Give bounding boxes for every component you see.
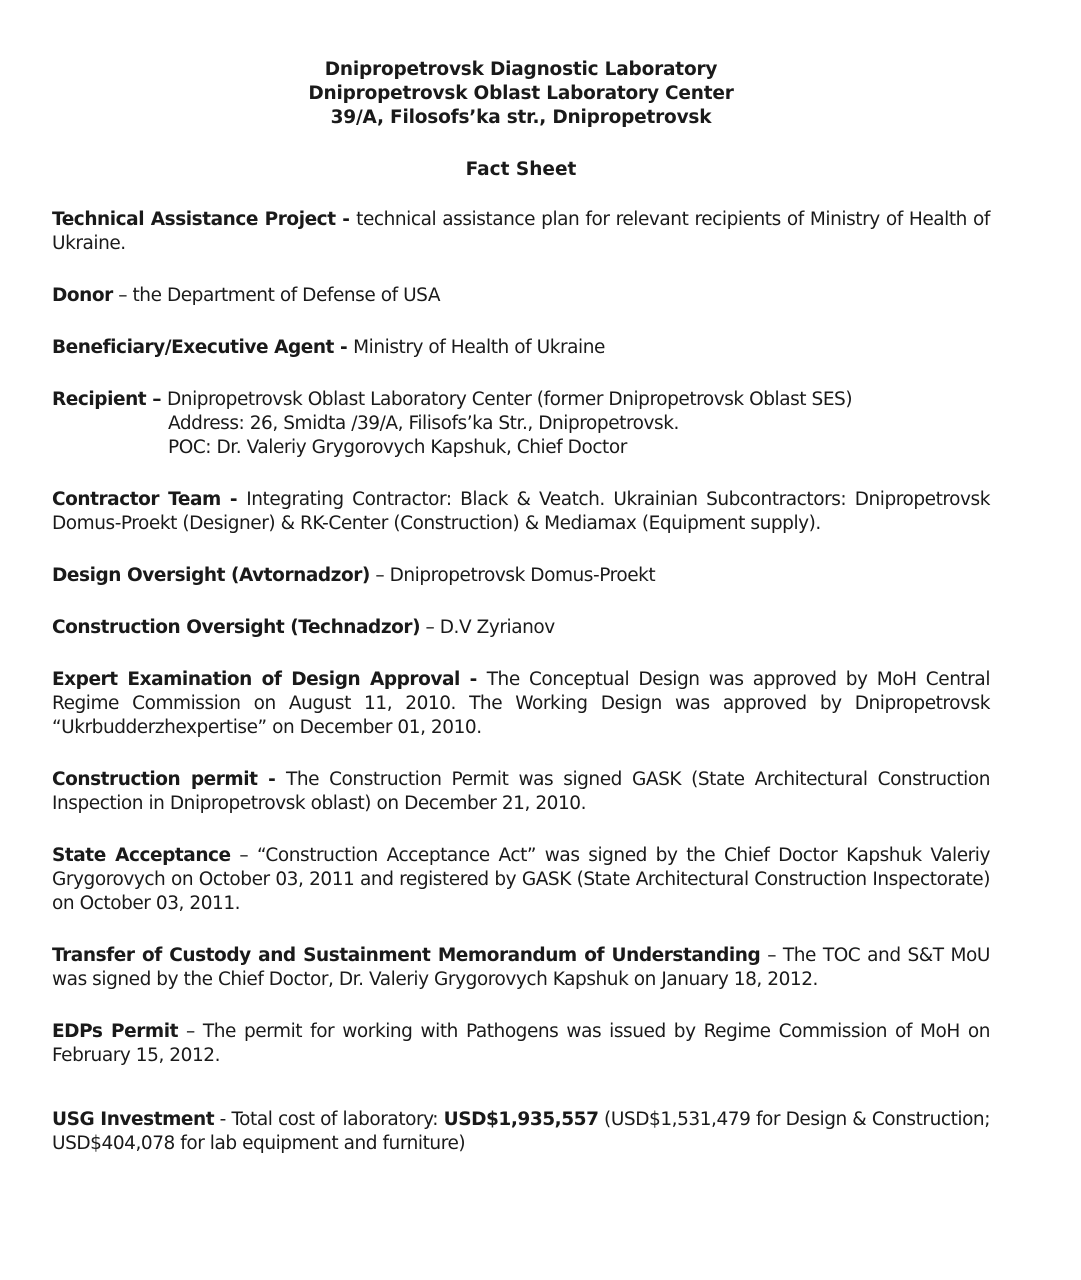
lab-name: Dnipropetrovsk Diagnostic Laboratory xyxy=(324,59,718,80)
section-construction-permit: Construction permit - The Construction Permit was signed GASK (State Architectural Construction Inspection in Dnipropetrovsk oblast) on December 21, 2010. xyxy=(52,769,990,814)
section-label: Expert Examination of Design Approval xyxy=(52,669,460,690)
section-label: Beneficiary/Executive Agent xyxy=(52,337,334,358)
section-technical-assistance: Technical Assistance Project - technical assistance plan for relevant recipients of Ministry of Health of Ukraine. xyxy=(52,209,990,254)
section-edps-permit: EDPs Permit – The permit for working with Pathogens was issued by Regime Commission of MoH on February 15, 2012. xyxy=(52,1021,990,1066)
section-expert-examination: Expert Examination of Design Approval - The Conceptual Design was approved by MoH Central Regime Commission on August 11, 2010. The Working Design was approved by Dnipropetrovsk “Ukrbudderzhexpertise” on December 01, 2010. xyxy=(52,669,991,738)
section-label: Construction permit xyxy=(52,769,258,790)
section-label: Contractor Team xyxy=(52,489,221,510)
section-design-oversight: Design Oversight (Avtornadzor) – Dnipropetrovsk Domus-Proekt xyxy=(52,565,656,586)
recipient-address: Address: 26, Smidta /39/A, Filisofs’ka Str., Dnipropetrovsk. xyxy=(168,413,679,434)
section-label: Recipient xyxy=(52,389,147,410)
cost-breakdown: (USD$1,531,479 for Design & Construction; USD$404,078 for lab equipment and furniture) xyxy=(52,1109,990,1154)
section-text: The Construction Permit was signed GASK (State Architectural Construction Inspection in Dnipropetrovsk oblast) on December 21, 2010. xyxy=(52,769,990,814)
section-text: Total cost of laboratory: xyxy=(231,1109,444,1130)
section-contractor-team: Contractor Team - Integrating Contractor: Black & Veatch. Ukrainian Subcontractors: Dnipropetrovsk Domus-Proekt (Designer) & RK-Center (Construction) & Mediamax (Equipment supply). xyxy=(52,489,990,534)
section-text: The TOC and S&T MoU was signed by the Chief Doctor, Dr. Valeriy Grygorovych Kapshuk on January 18, 2012. xyxy=(52,945,990,990)
section-construction-oversight: Construction Oversight (Technadzor) – D.V Zyrianov xyxy=(52,617,555,638)
section-beneficiary: Beneficiary/Executive Agent - Ministry of Health of Ukraine xyxy=(52,337,605,358)
section-text: Integrating Contractor: Black & Veatch. Ukrainian Subcontractors: Dnipropetrovsk Domus-Proekt (Designer) & RK-Center (Construction) & Mediamax (Equipment supply). xyxy=(52,489,990,534)
section-label: USG Investment xyxy=(52,1109,215,1130)
lab-address: 39/A, Filosofs’ka str., Dnipropetrovsk xyxy=(330,107,712,128)
section-usg-investment: USG Investment - Total cost of laboratory: USD$1,935,557 (USD$1,531,479 for Design & Construction; USD$404,078 for lab equipment and furniture) xyxy=(52,1109,990,1154)
section-donor: Donor – the Department of Defense of USA xyxy=(52,285,441,306)
section-text: Dnipropetrovsk Oblast Laboratory Center (former Dnipropetrovsk Oblast SES) xyxy=(167,389,853,410)
section-label: State Acceptance xyxy=(52,845,231,866)
section-text: D.V Zyrianov xyxy=(439,617,555,638)
section-label: Design Oversight (Avtornadzor) xyxy=(52,565,370,586)
section-label: Construction Oversight (Technadzor) xyxy=(52,617,421,638)
section-transfer-of-custody: Transfer of Custody and Sustainment Memorandum of Understanding – The TOC and S&T MoU was signed by the Chief Doctor, Dr. Valeriy Grygorovych Kapshuk on January 18, 2012. xyxy=(52,945,990,990)
center-name: Dnipropetrovsk Oblast Laboratory Center xyxy=(308,83,734,104)
total-cost: USD$1,935,557 xyxy=(443,1109,599,1130)
section-state-acceptance: State Acceptance – “Construction Acceptance Act” was signed by the Chief Doctor Kapshuk Valeriy Grygorovych on October 03, 2011 and registered by GASK (State Architectural Construction Inspectorate) on October 03, 2011. xyxy=(52,845,990,914)
fact-sheet-page xyxy=(52,58,990,1156)
page-title: Fact Sheet xyxy=(465,159,577,180)
section-text: The permit for working with Pathogens was issued by Regime Commission of MoH on February 15, 2012. xyxy=(52,1021,990,1066)
document-header xyxy=(52,58,990,130)
section-text: “Construction Acceptance Act” was signed by the Chief Doctor Kapshuk Valeriy Grygorovych on October 03, 2011 and registered by GASK (State Architectural Construction Inspectorate) on October 03, 2011. xyxy=(52,845,990,914)
section-label: Transfer of Custody and Sustainment Memorandum of Understanding xyxy=(52,945,761,966)
section-text: Ministry of Health of Ukraine xyxy=(353,337,605,358)
section-text: Dnipropetrovsk Domus-Proekt xyxy=(389,565,656,586)
section-text: technical assistance plan for relevant recipients of Ministry of Health of Ukraine. xyxy=(52,209,990,254)
section-text: The Conceptual Design was approved by MoH Central Regime Commission on August 11, 2010. The Working Design was approved by Dnipropetrovsk “Ukrbudderzhexpertise” on December 01, 2010. xyxy=(52,669,991,738)
section-label: EDPs Permit xyxy=(52,1021,179,1042)
section-text: the Department of Defense of USA xyxy=(132,285,441,306)
section-label: Donor xyxy=(52,285,113,306)
section-recipient: Recipient – Dnipropetrovsk Oblast Laboratory Center (former Dnipropetrovsk Oblast SES) Address: 26, Smidta /39/A, Filisofs’ka Str., Dnipropetrovsk. POC: Dr. Valeriy Grygorovych Kapshuk, Chief Doctor xyxy=(52,388,990,460)
section-label: Technical Assistance Project xyxy=(52,209,336,230)
recipient-poc: POC: Dr. Valeriy Grygorovych Kapshuk, Chief Doctor xyxy=(168,437,627,458)
